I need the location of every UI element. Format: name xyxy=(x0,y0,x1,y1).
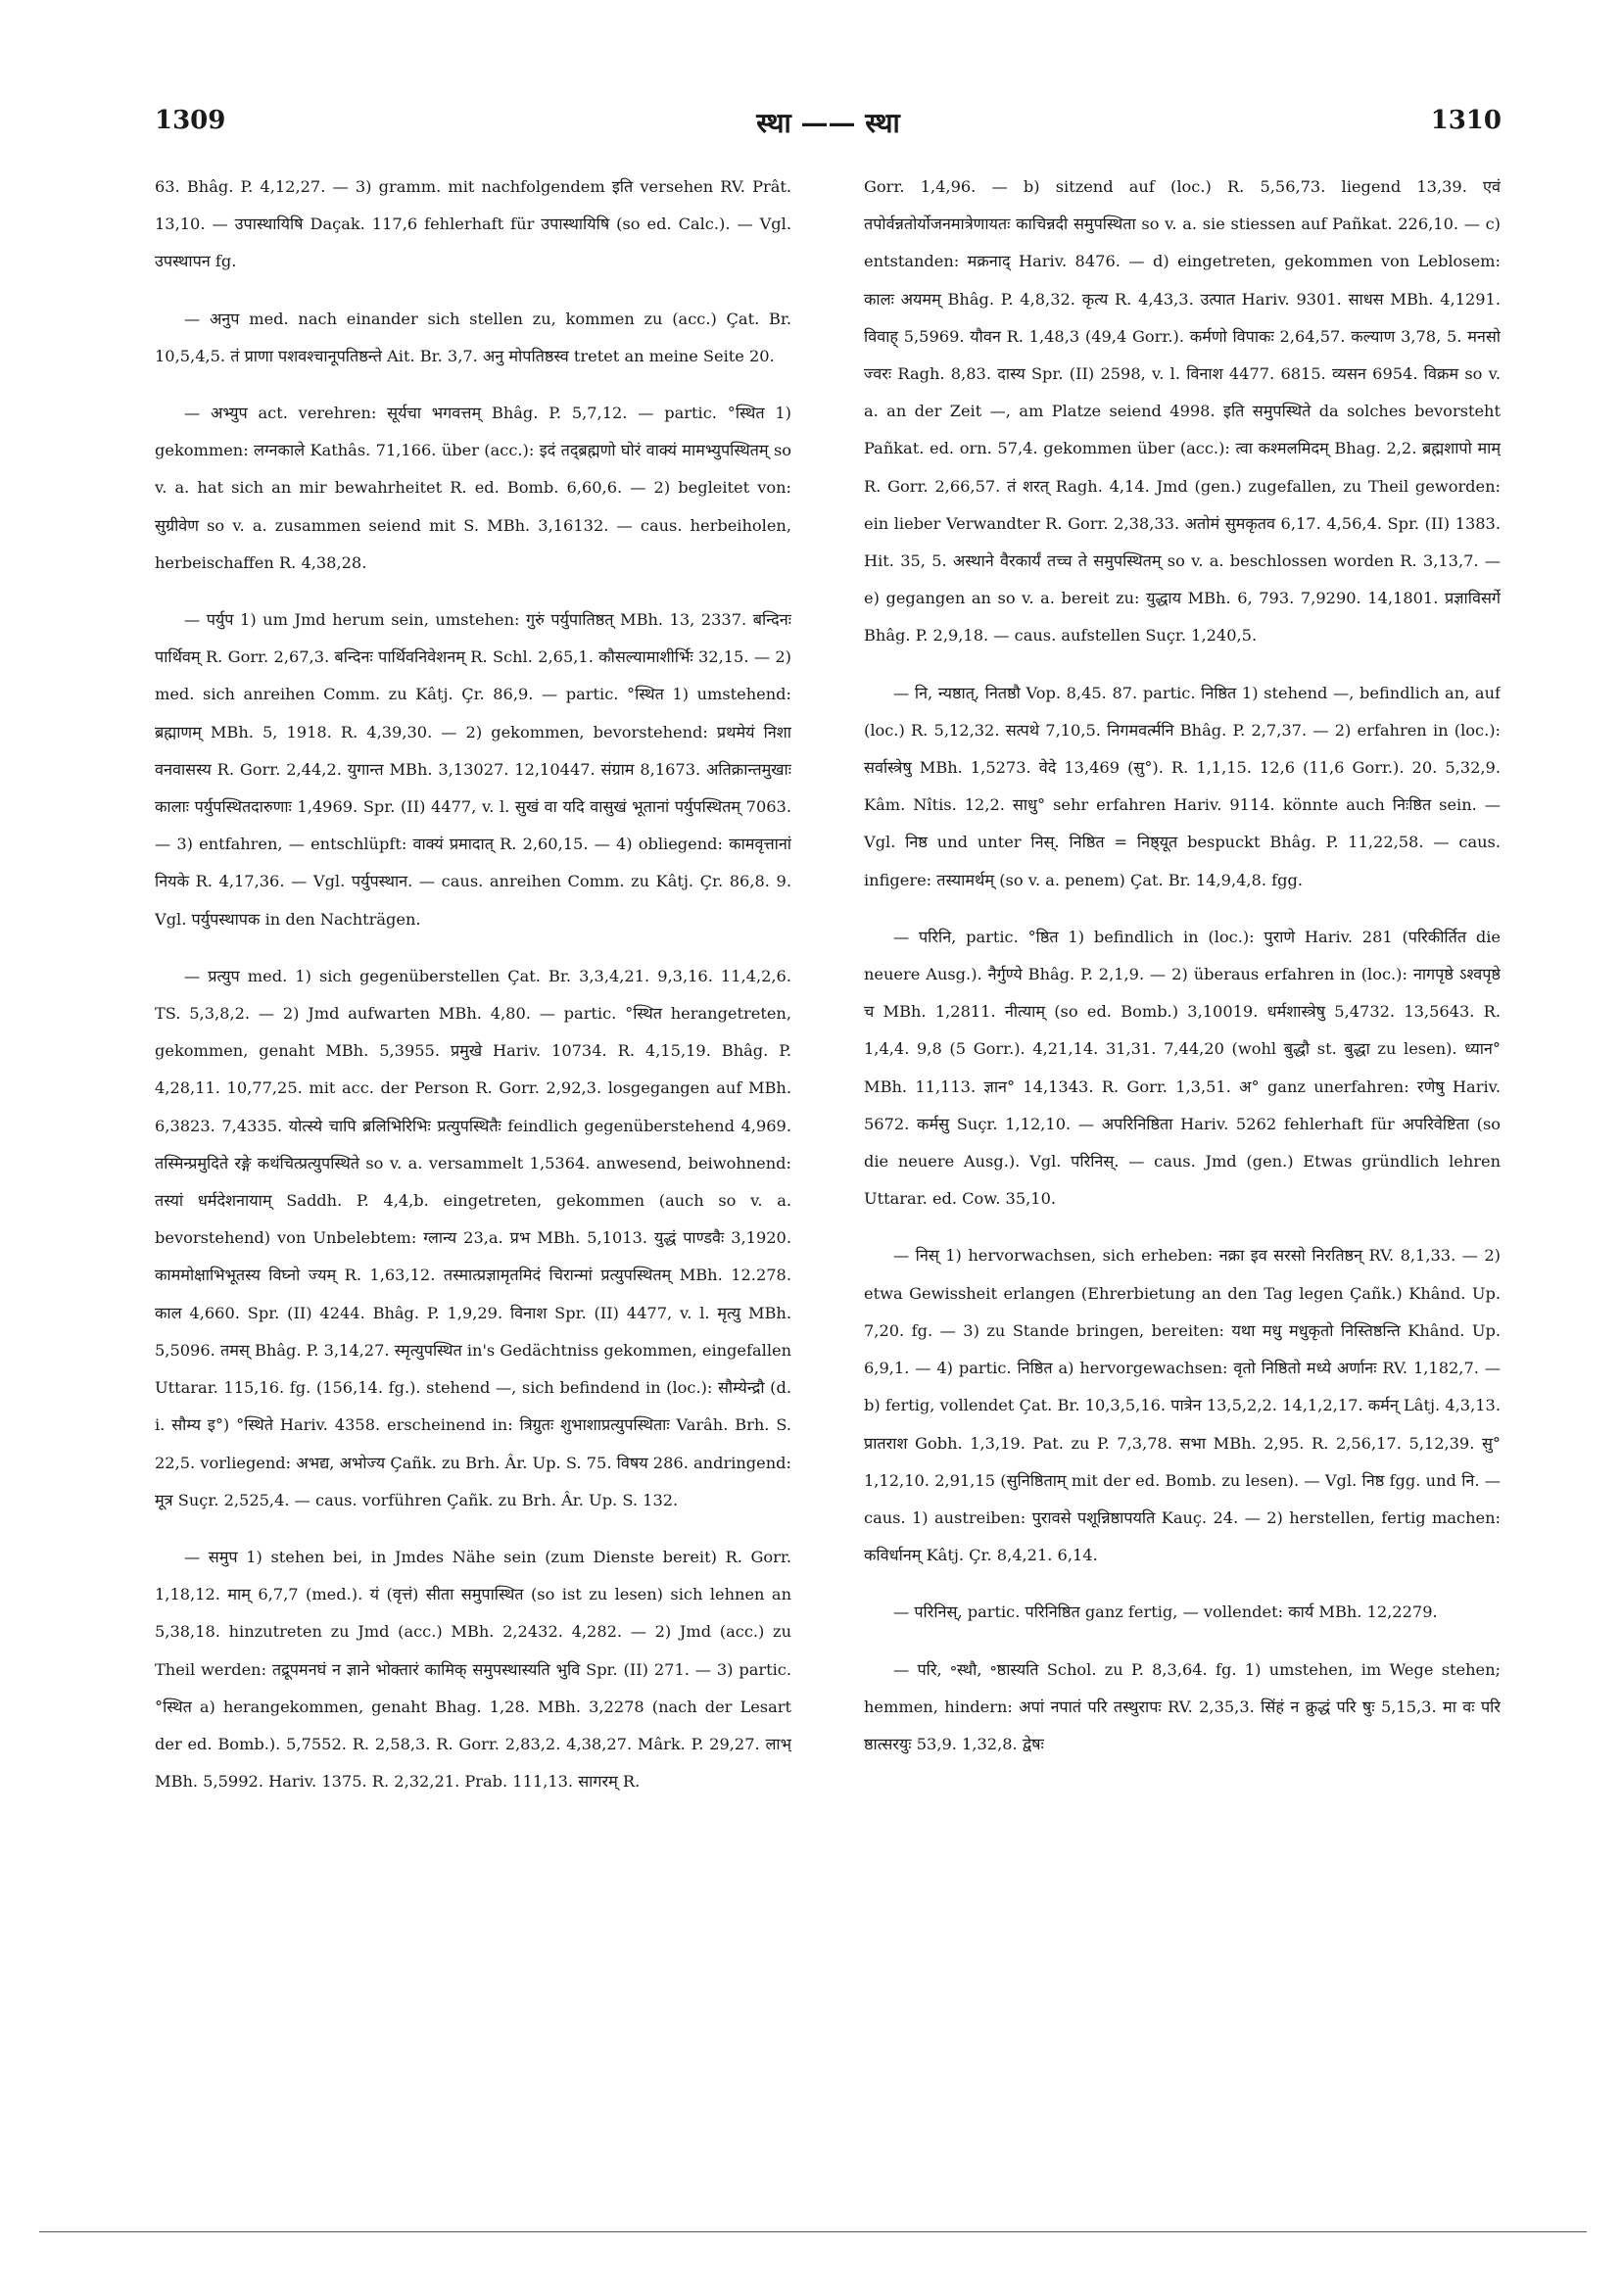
running-headword: स्था —— स्था xyxy=(756,107,900,139)
left-column xyxy=(155,168,791,2118)
entry-paragraph: — नि, न्यष्ठात्, नितष्ठौ Vop. 8,45. 87. partic. निष्ठित 1) stehend —, befindlich an, auf (loc.) R. 5,12,32. सत्पथे 7,10,5. निगमवर्त्मनि Bhâg. P. 2,7,37. — 2) erfahren in (loc.): सर्वास्त्रेषु MBh. 1,5273. वेदे 13,469 (सु°). R. 1,1,15. 12,6 (11,6 Gorr.). 20. 5,32,9. Kâm. Nîtis. 12,2. साधु° sehr erfahren Hariv. 9114. könnte auch निःष्ठित sein. — Vgl. निष्ठ und unter निस्. निष्ठित = निष्ठ्यूत bespuckt Bhâg. P. 11,22,58. — caus. infigere: तस्यामर्थम् (so v. a. penem) Çat. Br. 14,9,4,8. fgg. xyxy=(864,683,1501,889)
entry-paragraph: — अनुप med. nach einander sich stellen zu, kommen zu (acc.) Çat. Br. 10,5,4,5. तं प्राणा पशवश्चानूपतिष्ठन्ते Ait. Br. 3,7. अनु मोपतिष्ठस्व tretet an meine Seite 20. xyxy=(155,309,791,365)
page-number-right: 1310 xyxy=(1430,106,1502,135)
page-number-left: 1309 xyxy=(155,106,226,135)
entry-paragraph: 63. Bhâg. P. 4,12,27. — 3) gramm. mit nachfolgendem इति versehen RV. Prât. 13,10. — उपास्थायिषि Daçak. 117,6 fehlerhaft für उपास्थायिषि (so ed. Calc.). — Vgl. उपस्थापन fg. xyxy=(155,177,791,271)
entry-paragraph: — निस् 1) hervorwachsen, sich erheben: नक्रा इव सरसो निरतिष्ठन् RV. 8,1,33. — 2) etwa Gewissheit erlangen (Ehrerbietung an den Tag legen Çañk.) Khând. Up. 7,20. fg. — 3) zu Stande bringen, bereiten: यथा मधु मधुकृतो निस्तिष्ठन्ति Khând. Up. 6,9,1. — 4) partic. निष्ठित a) hervorgewachsen: वृतो निष्ठितो मध्ये अर्णानः RV. 1,182,7. — b) fertig, vollendet Çat. Br. 10,3,5,16. पात्रेन 13,5,2,2. 14,1,2,17. कर्मन् Lâtj. 4,3,13. प्रातराश Gobh. 1,3,19. Pat. zu P. 7,3,78. सभा MBh. 2,95. R. 2,56,17. 5,12,39. सु° 1,12,10. 2,91,15 (सुनिष्ठिताम् mit der ed. Bomb. zu lesen). — Vgl. निष्ठ fgg. und नि. — caus. 1) austreiben: पुरावसे पशून्निष्ठापयति Kauç. 24. — 2) herstellen, fertig machen: कविर्धानम् Kâtj. Çr. 8,4,21. 6,14. xyxy=(864,1246,1501,1565)
entry-paragraph: — प्रत्युप med. 1) sich gegenüberstellen Çat. Br. 3,3,4,21. 9,3,16. 11,4,2,6. TS. 5,3,8,2. — 2) Jmd aufwarten MBh. 4,80. — partic. °स्थित herangetreten, gekommen, genaht MBh. 5,3955. प्रमुखे Hariv. 10734. R. 4,15,19. Bhâg. P. 4,28,11. 10,77,25. mit acc. der Person R. Gorr. 2,92,3. losgegangen auf MBh. 6,3823. 7,4335. योत्स्ये चापि ब्रलिभिरिभिः प्रत्युपस्थितैः feindlich gegenüberstehend 4,969. तस्मिन्प्रमुदिते रङ्गे कथंचित्प्रत्युपस्थिते so v. a. versammelt 1,5364. anwesend, beiwohnend: तस्यां धर्मदेशनायाम् Saddh. P. 4,4,b. eingetreten, gekommen (auch so v. a. bevorstehend) von Unbelebtem: ग्लान्य 23,a. प्रभ MBh. 5,1013. युद्धं पाण्डवैः 3,1920. काममोक्षाभिभूतस्य विघ्नो ज्यम् R. 1,63,12. तस्मात्प्रज्ञामृतमिदं चिरान्मां प्रत्युपस्थितम् MBh. 12.278. काल 4,660. Spr. (II) 4244. Bhâg. P. 1,9,29. विनाश Spr. (II) 4477, v. l. मृत्यु MBh. 5,5096. तमस् Bhâg. P. 3,14,27. स्मृत्युपस्थित in's Gedächtniss gekommen, eingefallen Uttarar. 115,16. fg. (156,14. fg.). stehend —, sich befindend in (loc.): सौम्येन्द्रौ (d. i. सौम्य इ°) °स्थिते Hariv. 4358. erscheinend in: त्रिग्रुतः शुभाशाप्रत्युपस्थिताः Varâh. Brh. S. 22,5. vorliegend: अभद्य, अभोज्य Çañk. zu Brh. Âr. Up. S. 75. विषय 286. andringend: मूत्र Suçr. 2,525,4. — caus. vorführen Çañk. zu Brh. Âr. Up. S. 132. xyxy=(155,966,791,1509)
right-column xyxy=(864,168,1501,2118)
entry-paragraph: — परिनि, partic. °ष्ठित 1) befindlich in (loc.): पुराणे Hariv. 281 (परिकीर्तित die neuere Ausg.). नैर्गुण्ये Bhâg. P. 2,1,9. — 2) überaus erfahren in (loc.): नागपृष्ठे ऽश्वपृष्ठे च MBh. 1,2811. नीत्याम् (so ed. Bomb.) 3,10019. धर्मशास्त्रेषु 5,4732. 13,5643. R. 1,4,4. 9,8 (5 Gorr.). 4,21,14. 31,31. 7,44,20 (wohl बुद्धौ st. बुद्धा zu lesen). ध्यान° MBh. 11,113. ज्ञान° 14,1343. R. Gorr. 1,3,51. अ° ganz unerfahren: रणेषु Hariv. 5672. कर्मसु Suçr. 1,12,10. — अपरिनिष्ठिता Hariv. 5262 fehlerhaft für अपरिवेष्टिता (so die neuere Ausg.). Vgl. परिनिस्. — caus. Jmd (gen.) Etwas gründlich lehren Uttarar. ed. Cow. 35,10. xyxy=(864,927,1501,1209)
entry-paragraph: — अभ्युप act. verehren: सूर्यचा भगवत्तम् Bhâg. P. 5,7,12. — partic. °स्थित 1) gekommen: लग्नकाले Kathâs. 71,166. über (acc.): इदं तद्ब्रह्मणो घोरं वाक्यं मामभ्युपस्थितम् so v. a. hat sich an mir bewahrheitet R. ed. Bomb. 6,60,6. — 2) begleitet von: सुग्रीवेण so v. a. zusammen seiend mit S. MBh. 3,16132. — caus. herbeiholen, herbeischaffen R. 4,38,28. xyxy=(155,404,791,572)
page-header xyxy=(155,106,1502,139)
bottom-rule xyxy=(39,2231,1587,2232)
entry-paragraph: — परि, ॰स्थौ, ॰ष्ठास्यति Schol. zu P. 8,3,64. fg. 1) umstehen, im Wege stehen; hemmen, hindern: अपां नपातं परि तस्थुरापः RV. 2,35,3. सिंहं न क्रुद्धं परि षुः 5,15,3. मा वः परि ष्ठात्सरयुः 53,9. 1,32,8. द्वेषः xyxy=(864,1659,1501,1753)
entry-paragraph: — समुप 1) stehen bei, in Jmdes Nähe sein (zum Dienste bereit) R. Gorr. 1,18,12. माम् 6,7,7 (med.). यं (वृत्तं) सीता समुपास्थित (so ist zu lesen) sich lehnen an 5,38,18. hinzutreten zu Jmd (acc.) MBh. 2,2432. 4,282. — 2) Jmd (acc.) zu Theil werden: तद्रूपमनघं न ज्ञाने भोक्तारं कामिक् समुपस्थास्यति भुवि Spr. (II) 271. — 3) partic. °स्थित a) herangekommen, genaht Bhag. 1,28. MBh. 3,2278 (nach der Lesart der ed. Bomb.). 5,7552. R. 2,58,3. R. Gorr. 2,83,2. 4,38,27. Mârk. P. 29,27. लाभ् MBh. 5,5992. Hariv. 1375. R. 2,32,21. Prab. 111,13. सागरम् R. xyxy=(155,1547,791,1792)
entry-paragraph: Gorr. 1,4,96. — b) sitzend auf (loc.) R. 5,56,73. liegend 13,39. एवं तपोर्वन्नतोर्योजनमात्रेणायतः काचिन्नदी समुपस्थिता so v. a. sie stiessen auf Pañkat. 226,10. — c) entstanden: मक्रनाद् Hariv. 8476. — d) eingetreten, gekommen von Leblosem: कालः अयमम् Bhâg. P. 4,8,32. कृत्य R. 4,43,3. उत्पात Hariv. 9301. साधस MBh. 4,1291. विवाह् 5,5969. यौवन R. 1,48,3 (49,4 Gorr.). कर्मणो विपाकः 2,64,57. कल्याण 3,78, 5. मनसो ज्वरः Ragh. 8,83. दास्य Spr. (II) 2598, v. l. विनाश 4477. 6815. व्यसन 6954. विक्रम so v. a. an der Zeit —, am Platze seiend 4998. इति समुपस्थिते da solches bevorsteht Pañkat. ed. orn. 57,4. gekommen über (acc.): त्वा कश्मलमिदम् Bhag. 2,2. ब्रह्मशापो माम् R. Gorr. 2,66,57. तं शरत् Ragh. 4,14. Jmd (gen.) zugefallen, zu Theil geworden: ein lieber Verwandter R. Gorr. 2,38,33. अतोमं सुमकृतव 6,17. 4,56,4. Spr. (II) 1383. Hit. 35, 5. अस्थाने वैरकार्यं तच्च ते समुपस्थितम् so v. a. beschlossen worden R. 3,13,7. — e) gegangen an so v. a. bereit zu: युद्धाय MBh. 6, 793. 7,9290. 14,1801. प्रज्ञाविसर्गे Bhâg. P. 2,9,18. — caus. aufstellen Suçr. 1,240,5. xyxy=(864,177,1501,646)
entry-paragraph: — परिनिस्, partic. परिनिष्ठित ganz fertig, — vollendet: कार्य MBh. 12,2279. xyxy=(893,1602,1438,1622)
entry-paragraph: — पर्युप 1) um Jmd herum sein, umstehen: गुरुं पर्युपातिष्ठत् MBh. 13, 2337. बन्दिनः पार्थिवम् R. Gorr. 2,67,3. बन्दिनः पार्थिवनिवेशनम् R. Schl. 2,65,1. कौसल्यामाशीर्भिः 32,15. — 2) med. sich anreihen Comm. zu Kâtj. Çr. 86,9. — partic. °स्थित 1) umstehend: ब्रह्माणम् MBh. 5, 1918. R. 4,39,30. — 2) gekommen, bevorstehend: प्रथमेयं निशा वनवासस्य R. Gorr. 2,44,2. युगान्त MBh. 3,13027. 12,10447. संग्राम 8,1673. अतिक्रान्तमुखाः कालाः पर्युपस्थितदारुणाः 1,4969. Spr. (II) 4477, v. l. सुखं वा यदि वासुखं भूतानां पर्युपस्थितम् 7063. — 3) entfahren, — entschlüpft: वाक्यं प्रमादात् R. 2,60,15. — 4) obliegend: कामवृत्तानां नियके R. 4,17,36. — Vgl. पर्युपस्थान. — caus. anreihen Comm. zu Kâtj. Çr. 86,8. 9. Vgl. पर्युपस्थापक in den Nachträgen. xyxy=(155,610,791,929)
